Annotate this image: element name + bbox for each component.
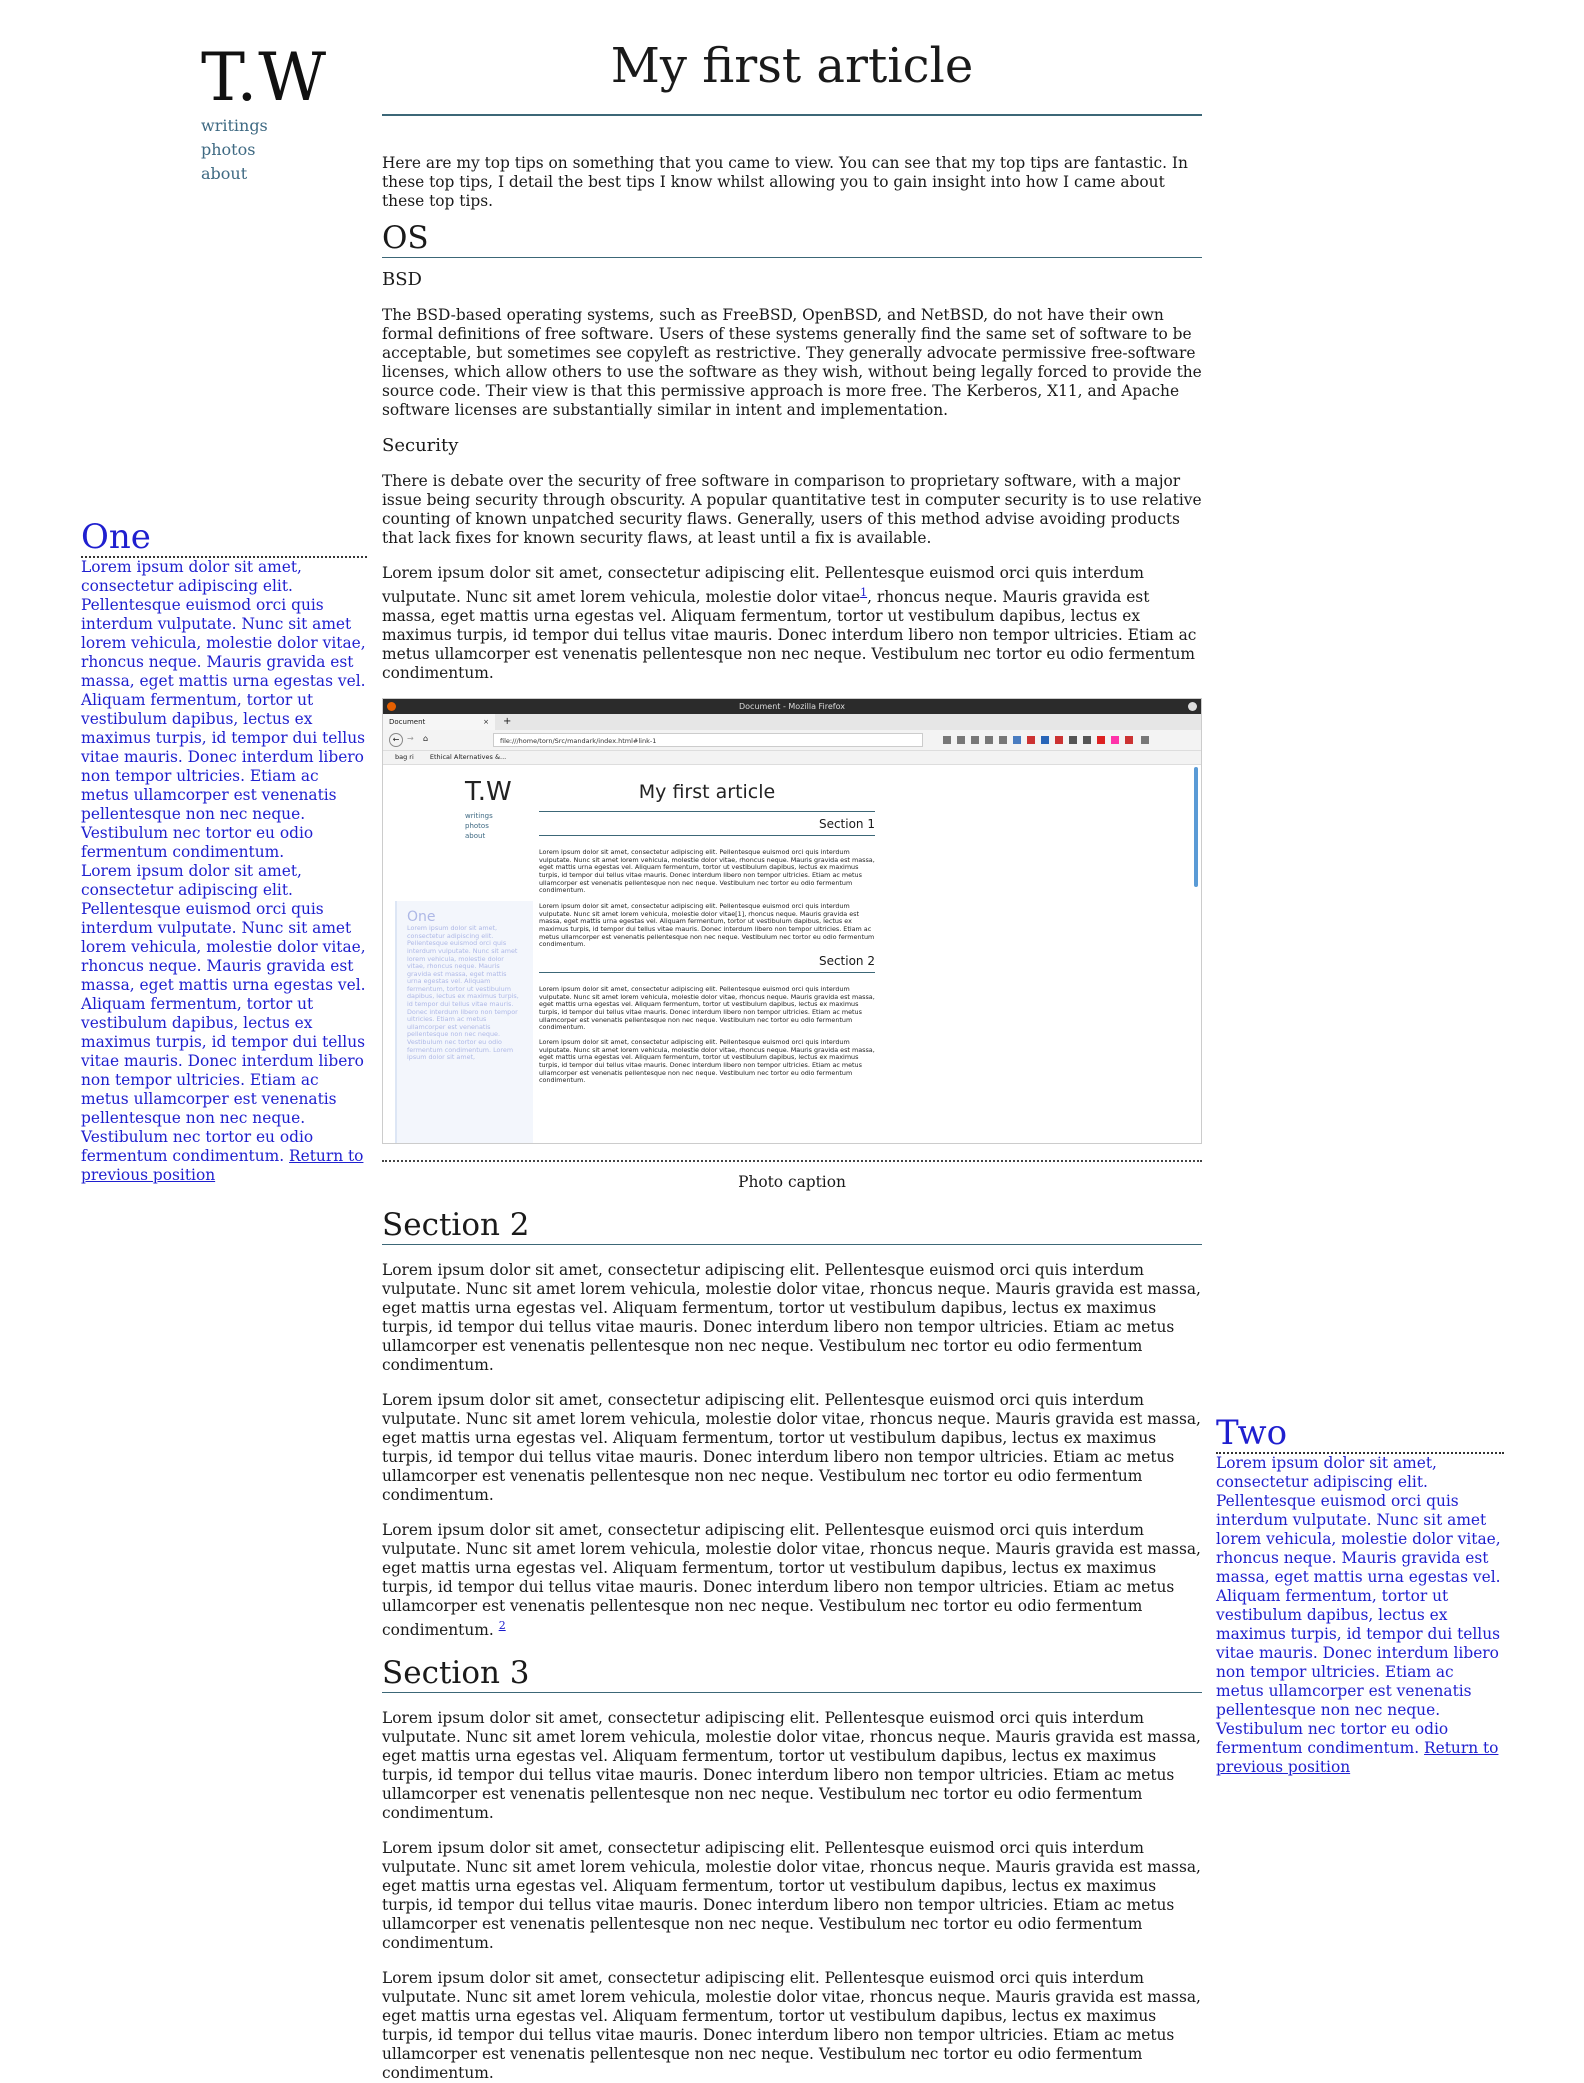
mini-paragraph: Lorem ipsum dolor sit amet, consectetur adipiscing elit. Pellentesque euismod orci quis interdum vulputate. Nunc sit amet lorem vehicula, molestie dolor vitae, rhoncus neque. Mauris gravida est massa, eget mattis urna egestas vel. Aliquam fermentum, tortor ut vestibulum dapibus, lectus ex maximus turpis, id tempor dui tellus vitae mauris. Donec interdum libero non tempor ultricies. Etiam ac metus ullamcorper est venenatis pellentesque non nec neque. Vestibulum nec tortor eu odio fermentum condimentum.: [539, 848, 875, 895]
footnote-1-link[interactable]: 1: [860, 586, 868, 599]
figure-divider: [382, 1160, 1202, 1162]
sidenote-one-title: One: [81, 518, 367, 558]
paragraph-text: Lorem ipsum dolor sit amet, consectetur adipiscing elit. Pellentesque euismod orci quis interdum vulputate. Nunc sit amet lorem vehicula, molestie dolor vitae: [382, 564, 1145, 607]
mini-nav-item: about: [465, 832, 486, 841]
window-title: Document - Mozilla Firefox: [738, 702, 845, 712]
site-logo[interactable]: T.W: [201, 39, 328, 116]
nav-photos[interactable]: photos: [201, 140, 256, 159]
page-title: My first article: [610, 38, 974, 94]
firefox-icon: [387, 702, 396, 711]
toolbar-icons: [943, 734, 1193, 746]
bookmark-item: Ethical Alternatives &...: [429, 753, 507, 762]
forward-icon: →: [407, 734, 414, 744]
figure: [382, 698, 1202, 1192]
sidenote-paragraph: Lorem ipsum dolor sit amet, consectetur adipiscing elit. Pellentesque euismod orci quis interdum vulputate. Nunc sit amet lorem vehicula, molestie dolor vitae, rhoncus neque. Mauris gravida est massa, eget mattis urna egestas vel. Aliquam fermentum, tortor ut vestibulum dapibus, lectus ex maximus turpis, id tempor dui tellus vitae mauris. Donec interdum libero non tempor ultricies. Etiam ac metus ullamcorper est venenatis pellentesque non nec neque. Vestibulum nec tortor eu odio fermentum condimentum.: [81, 862, 366, 1165]
tab-close-icon: ×: [483, 718, 489, 727]
mini-paragraph: Lorem ipsum dolor sit amet, consectetur adipiscing elit. Pellentesque euismod orci quis interdum vulputate. Nunc sit amet lorem vehicula, molestie dolor vitae, rhoncus neque. Mauris gravida est massa, eget mattis urna egestas vel. Aliquam fermentum, tortor ut vestibulum dapibus, lectus ex maximus turpis, id tempor dui tellus vitae mauris. Donec interdum libero non tempor ultricies. Etiam ac metus ullamcorper est venenatis pellentesque non nec neque. Vestibulum nec tortor eu odio fermentum condimentum.: [539, 985, 875, 1032]
heading-section-2: Section 2: [382, 1206, 1202, 1245]
return-link[interactable]: Return to previous position: [81, 1147, 364, 1184]
mini-sidenote: [395, 901, 533, 1144]
bsd-paragraph: The BSD-based operating systems, such as FreeBSD, OpenBSD, and NetBSD, do not have their own formal definitions of free software. Users of these systems generally find the same set of software to be acceptable, but sometimes see copyleft as restrictive. They generally advocate permissive free-software licenses, which allow others to use the software as they wish, without being legally forced to provide the source code. Their view is that this permissive approach is more free. The Kerberos, X11, and Apache software licenses are substantially similar in intent and implementation.: [382, 306, 1202, 419]
window-titlebar: [383, 699, 1201, 714]
home-icon: ⌂: [423, 734, 429, 744]
sidenote-two-title: Two: [1216, 1414, 1504, 1454]
mini-section-2: Section 2: [539, 954, 875, 973]
title-divider: [382, 114, 1202, 116]
mini-section-1: Section 1: [539, 817, 875, 836]
close-icon: [1188, 702, 1197, 711]
mini-logo: T.W: [465, 777, 512, 808]
tab-bar: [383, 714, 1201, 730]
intro-paragraph: Here are my top tips on something that you came to view. You can see that my top tips are fantastic. In these top tips, I detail the best tips I know whilst allowing you to gain insight into how I came about these top tips.: [382, 154, 1188, 210]
back-icon: ←: [389, 733, 403, 747]
sidenote-one-text: [81, 862, 367, 1185]
paragraph-text: , rhoncus neque. Mauris gravida est massa, eget mattis urna egestas vel. Aliquam fermentum, tortor ut vestibulum dapibus, lectus ex maximus turpis, id tempor dui tellus vitae mauris. Donec interdum libero non tempor ultricies. Etiam ac metus ullamcorper est venenatis pellentesque non nec neque. Vestibulum nec tortor eu odio fermentum condimentum.: [382, 588, 1197, 683]
site-brand: [201, 39, 328, 186]
heading-section-3: Section 3: [382, 1654, 1202, 1693]
return-link[interactable]: Return to previous position: [1216, 1739, 1499, 1776]
sidenote-two: [1216, 1414, 1504, 1777]
screenshot-image: [382, 698, 1202, 1144]
new-tab-icon: +: [503, 716, 512, 728]
site-nav: [201, 114, 327, 186]
paragraph-text: Lorem ipsum dolor sit amet, consectetur adipiscing elit. Pellentesque euismod orci quis interdum vulputate. Nunc sit amet lorem vehicula, molestie dolor vitae, rhoncus neque. Mauris gravida est massa, eget mattis urna egestas vel. Aliquam fermentum, tortor ut vestibulum dapibus, lectus ex maximus turpis, id tempor dui tellus vitae mauris. Donec interdum libero non tempor ultricies. Etiam ac metus ullamcorper est venenatis pellentesque non nec neque. Vestibulum nec tortor eu odio fermentum condimentum.: [382, 1521, 1201, 1640]
mini-sidenote-text: Lorem ipsum dolor sit amet, consectetur adipiscing elit. Pellentesque euismod orci quis interdum vulputate. Nunc sit amet lorem vehicula, molestie dolor vitae, rhoncus neque. Mauris gravida est massa, eget mattis urna egestas vel. Aliquam fermentum, tortor ut vestibulum dapibus, lectus ex maximus turpis, id tempor dui tellus vitae mauris. Donec interdum libero non tempor ultricies. Etiam ac metus ullamcorper est venenatis pellentesque non nec neque. Vestibulum nec tortor eu odio fermentum condimentum. Lorem ipsum dolor sit amet,: [407, 924, 519, 1062]
heading-bsd: BSD: [382, 269, 422, 290]
mini-nav-item: photos: [465, 822, 489, 831]
section-3-paragraph: Lorem ipsum dolor sit amet, consectetur adipiscing elit. Pellentesque euismod orci quis interdum vulputate. Nunc sit amet lorem vehicula, molestie dolor vitae, rhoncus neque. Mauris gravida est massa, eget mattis urna egestas vel. Aliquam fermentum, tortor ut vestibulum dapibus, lectus ex maximus turpis, id tempor dui tellus vitae mauris. Donec interdum libero non tempor ultricies. Etiam ac metus ullamcorper est venenatis pellentesque non nec neque. Vestibulum nec tortor eu odio fermentum condimentum.: [382, 1969, 1201, 2083]
heading-os: OS: [382, 219, 1202, 258]
heading-security: Security: [382, 435, 459, 456]
mini-paragraph: Lorem ipsum dolor sit amet, consectetur adipiscing elit. Pellentesque euismod orci quis interdum vulputate. Nunc sit amet lorem vehicula, molestie dolor vitae[1], rhoncus neque. Mauris gravida est massa, eget mattis urna egestas vel. Aliquam fermentum, tortor ut vestibulum dapibus, lectus ex maximus turpis, id tempor dui tellus vitae mauris. Donec interdum libero non tempor ultricies. Etiam ac metus ullamcorper est venenatis pellentesque non nec neque. Vestibulum nec tortor eu odio fermentum condimentum.: [539, 902, 875, 949]
screenshot-page: [383, 765, 1201, 1143]
section-2-paragraph: [382, 1521, 1202, 1640]
nav-writings[interactable]: writings: [201, 116, 268, 135]
nav-about[interactable]: about: [201, 164, 248, 183]
browser-tab: [383, 714, 495, 730]
mini-nav: [465, 811, 493, 841]
sidenote-one: [81, 518, 367, 1185]
scrollbar: [1194, 767, 1198, 887]
sidenote-paragraph: Lorem ipsum dolor sit amet, consectetur adipiscing elit. Pellentesque euismod orci quis interdum vulputate. Nunc sit amet lorem vehicula, molestie dolor vitae, rhoncus neque. Mauris gravida est massa, eget mattis urna egestas vel. Aliquam fermentum, tortor ut vestibulum dapibus, lectus ex maximus turpis, id tempor dui tellus vitae mauris. Donec interdum libero non tempor ultricies. Etiam ac metus ullamcorper est venenatis pellentesque non nec neque. Vestibulum nec tortor eu odio fermentum condimentum.: [1216, 1454, 1501, 1757]
section-2-paragraph: Lorem ipsum dolor sit amet, consectetur adipiscing elit. Pellentesque euismod orci quis interdum vulputate. Nunc sit amet lorem vehicula, molestie dolor vitae, rhoncus neque. Mauris gravida est massa, eget mattis urna egestas vel. Aliquam fermentum, tortor ut vestibulum dapibus, lectus ex maximus turpis, id tempor dui tellus vitae mauris. Donec interdum libero non tempor ultricies. Etiam ac metus ullamcorper est venenatis pellentesque non nec neque. Vestibulum nec tortor eu odio fermentum condimentum.: [382, 1391, 1201, 1505]
mini-paragraph: Lorem ipsum dolor sit amet, consectetur adipiscing elit. Pellentesque euismod orci quis interdum vulputate. Nunc sit amet lorem vehicula, molestie dolor vitae, rhoncus neque. Mauris gravida est massa, eget mattis urna egestas vel. Aliquam fermentum, tortor ut vestibulum dapibus, lectus ex maximus turpis, id tempor dui tellus vitae mauris. Donec interdum libero non tempor ultricies. Etiam ac metus ullamcorper est venenatis pellentesque non nec neque. Vestibulum nec tortor eu odio fermentum condimentum.: [539, 1038, 875, 1085]
section-3-paragraph: Lorem ipsum dolor sit amet, consectetur adipiscing elit. Pellentesque euismod orci quis interdum vulputate. Nunc sit amet lorem vehicula, molestie dolor vitae, rhoncus neque. Mauris gravida est massa, eget mattis urna egestas vel. Aliquam fermentum, tortor ut vestibulum dapibus, lectus ex maximus turpis, id tempor dui tellus vitae mauris. Donec interdum libero non tempor ultricies. Etiam ac metus ullamcorper est venenatis pellentesque non nec neque. Vestibulum nec tortor eu odio fermentum condimentum.: [382, 1709, 1201, 1823]
footnoted-paragraph: [382, 564, 1202, 683]
section-2-paragraph: Lorem ipsum dolor sit amet, consectetur adipiscing elit. Pellentesque euismod orci quis interdum vulputate. Nunc sit amet lorem vehicula, molestie dolor vitae, rhoncus neque. Mauris gravida est massa, eget mattis urna egestas vel. Aliquam fermentum, tortor ut vestibulum dapibus, lectus ex maximus turpis, id tempor dui tellus vitae mauris. Donec interdum libero non tempor ultricies. Etiam ac metus ullamcorper est venenatis pellentesque non nec neque. Vestibulum nec tortor eu odio fermentum condimentum.: [382, 1261, 1201, 1375]
mini-nav-item: writings: [465, 812, 493, 821]
footnote-2-link[interactable]: 2: [498, 1619, 506, 1633]
bookmark-item: bag ri: [395, 753, 414, 762]
figure-caption: Photo caption: [738, 1173, 846, 1192]
tab-label: Document: [389, 718, 426, 727]
mini-title: My first article: [638, 781, 776, 804]
section-3-paragraph: Lorem ipsum dolor sit amet, consectetur adipiscing elit. Pellentesque euismod orci quis interdum vulputate. Nunc sit amet lorem vehicula, molestie dolor vitae, rhoncus neque. Mauris gravida est massa, eget mattis urna egestas vel. Aliquam fermentum, tortor ut vestibulum dapibus, lectus ex maximus turpis, id tempor dui tellus vitae mauris. Donec interdum libero non tempor ultricies. Etiam ac metus ullamcorper est venenatis pellentesque non nec neque. Vestibulum nec tortor eu odio fermentum condimentum.: [382, 1839, 1201, 1953]
article: [382, 36, 1202, 2083]
sidenote-two-text: [1216, 1454, 1504, 1777]
url-field: file:///home/torn/Src/mandark/index.html#link-1: [493, 733, 923, 747]
security-paragraph: There is debate over the security of free software in comparison to proprietary software, with a major issue being security through obscurity. A popular quantitative test in computer security is to use relative counting of known unpatched security flaws. Generally, users of this method advise avoiding products that lack fixes for known security flaws, at least until a fix is available.: [382, 472, 1202, 547]
bookmarks-bar: [383, 751, 1201, 765]
sidenote-one-text: Lorem ipsum dolor sit amet, consectetur adipiscing elit. Pellentesque euismod orci quis interdum vulputate. Nunc sit amet lorem vehicula, molestie dolor vitae, rhoncus neque. Mauris gravida est massa, eget mattis urna egestas vel. Aliquam fermentum, tortor ut vestibulum dapibus, lectus ex maximus turpis, id tempor dui tellus vitae mauris. Donec interdum libero non tempor ultricies. Etiam ac metus ullamcorper est venenatis pellentesque non nec neque. Vestibulum nec tortor eu odio fermentum condimentum.: [81, 558, 366, 861]
mini-sidenote-title: One: [407, 909, 436, 926]
url-bar: [383, 730, 1201, 751]
